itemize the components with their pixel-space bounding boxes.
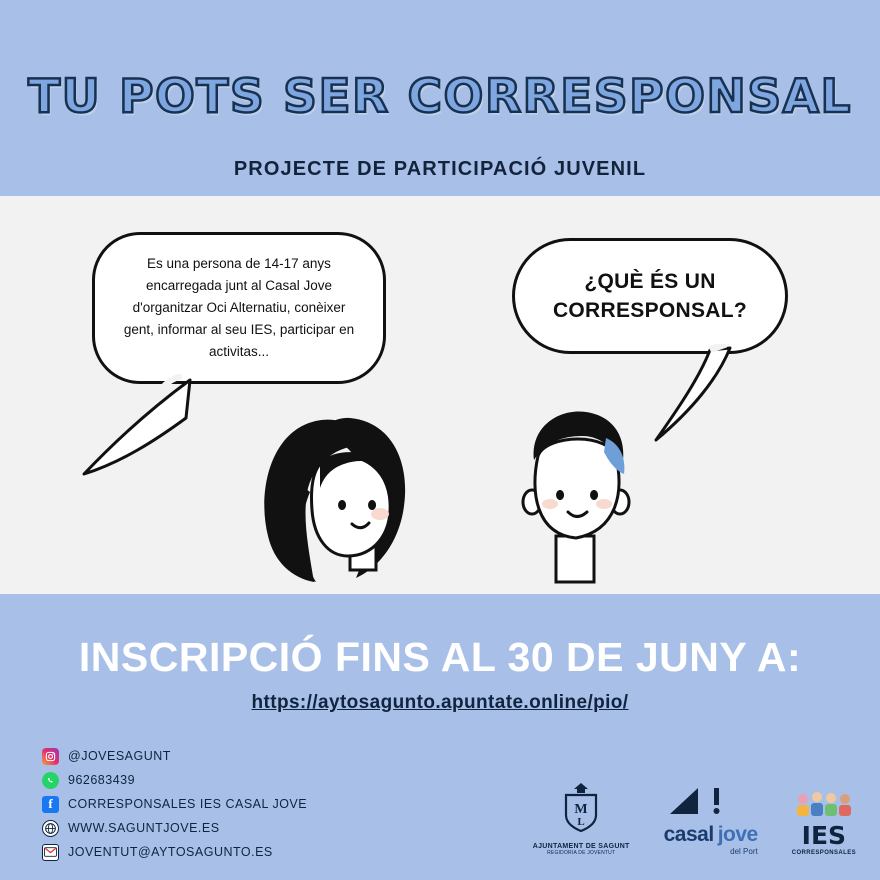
page-title: TU POTS SER CORRESPONSAL — [28, 69, 852, 123]
character-girl — [232, 396, 442, 591]
list-item[interactable] — [42, 770, 472, 790]
list-item[interactable] — [42, 842, 472, 862]
illustration-panel — [0, 196, 880, 594]
contact-list — [42, 746, 472, 866]
list-item[interactable] — [42, 746, 472, 766]
mail-icon — [42, 844, 59, 861]
cta-text: INSCRIPCIÓ FINS AL 30 DE JUNY A: — [78, 634, 802, 680]
contact-text: WWW.SAGUNTJOVE.ES — [68, 821, 220, 835]
jove-word: jove — [717, 823, 758, 846]
contact-text: @JOVESAGUNT — [68, 749, 171, 763]
list-item[interactable] — [42, 818, 472, 838]
answer-bubble-tail — [64, 374, 194, 484]
answer-speech-bubble — [92, 232, 386, 384]
poster-header — [0, 0, 880, 196]
contact-text: CORRESPONSALES IES CASAL JOVE — [68, 797, 308, 811]
whatsapp-icon — [42, 772, 59, 789]
poster-footer — [0, 594, 880, 880]
casal-sub: del Port — [730, 847, 758, 856]
logo-ajuntament — [533, 780, 630, 856]
question-text: ¿QUÈ ÉS UN CORRESPONSAL? — [552, 269, 748, 322]
facebook-icon: f — [42, 796, 59, 813]
character-boy — [490, 386, 680, 591]
logo-row — [533, 780, 856, 856]
globe-icon — [42, 820, 59, 837]
answer-text: Es una persona de 14-17 anys encarregada junt al Casal Jove d'organitzar Oci Alternatiu, conèixer gent, informar al seu IES, participar en activitas... — [123, 256, 355, 359]
page-subtitle: PROJECTE DE PARTICIPACIÓ JUVENIL — [233, 158, 647, 180]
ies-sub: CORRESPONSALES — [791, 850, 856, 856]
students-group-icon — [794, 790, 854, 816]
logo-casal-jove — [664, 784, 758, 856]
svg-text:M: M — [574, 802, 588, 817]
contact-text: JOVENTUT@AYTOSAGUNTO.ES — [68, 845, 273, 859]
list-item[interactable] — [42, 794, 472, 814]
contact-text: 962683439 — [68, 773, 136, 787]
ajuntament-name: AJUNTAMENT DE SAGUNT — [532, 843, 630, 850]
casal-jove-mark-icon — [664, 784, 738, 818]
svg-text:L: L — [577, 816, 585, 828]
ajuntament-crest-icon — [552, 780, 610, 836]
logo-ies-corresponsales — [792, 790, 856, 856]
casal-word: casal — [663, 823, 714, 846]
ajuntament-sub: REGIDORIA DE JOVENTUT — [547, 850, 616, 856]
question-speech-bubble — [512, 238, 788, 354]
instagram-icon — [42, 748, 59, 765]
signup-link[interactable]: https://aytosagunto.apuntate.online/pio/ — [251, 692, 629, 713]
ies-word: IES — [801, 821, 847, 850]
